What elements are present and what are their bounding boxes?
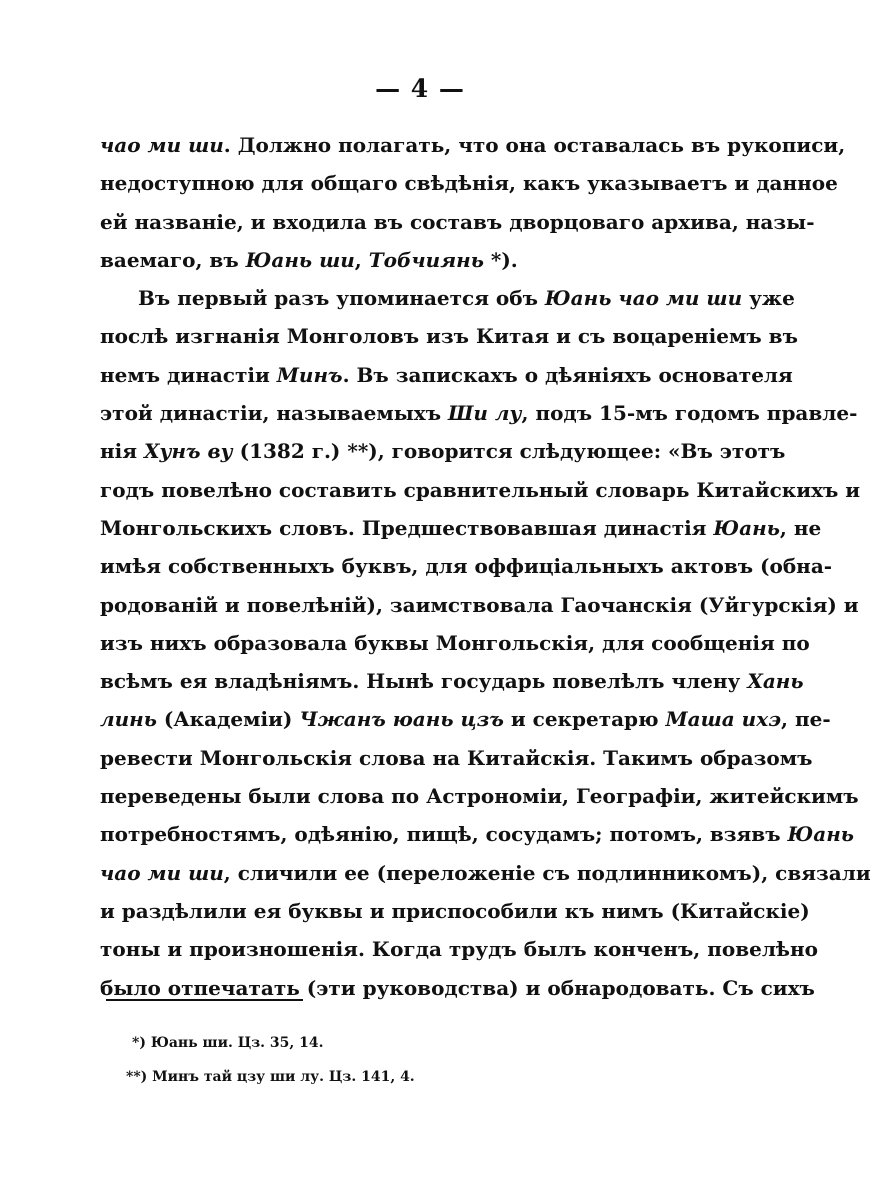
text-line [100,432,786,470]
text-line [100,739,813,777]
text-line [100,969,815,1007]
text-run: Въ первый разъ упоминается объ [138,286,545,311]
text-line [100,203,815,241]
text-line [100,930,818,968]
text-line [100,317,798,355]
text-run-italic: Маша ихэ [665,707,782,732]
text-run-italic: Хунъ ву [143,439,233,464]
text-line [100,815,854,853]
text-run-italic: чао ми ши [100,133,224,157]
text-line [100,394,858,432]
text-run: годъ повелѣно составить сравнительный словарь Китайскихъ и [100,477,861,502]
text-run: послѣ изгнанія Монголовъ изъ Китая и съ воцареніемъ въ [100,324,798,349]
text-line [100,854,871,892]
text-run-italic: Юань [787,822,854,847]
text-line [100,547,833,585]
text-run-italic: Чжанъ юань цзъ [299,707,504,732]
text-line [100,586,859,624]
text-run: уже [742,286,795,311]
text-run: недоступною для общаго свѣдѣнія, какъ указываетъ и данное [100,171,838,196]
text-run: Монгольскихъ словъ. Предшествовавшая династія [100,515,714,540]
text-run: и секретарю [503,707,666,732]
text-run-italic: Ши лу [448,401,522,426]
text-run: (Академіи) [156,707,300,732]
text-run: имѣя собственныхъ буквъ, для оффиціальныхъ актовъ (обна- [100,554,833,579]
text-run-italic: линь [100,707,157,732]
text-run: потребностямъ, одѣянію, пищѣ, сосудамъ; потомъ, взявъ [100,822,788,847]
text-run: всѣмъ ея владѣніямъ. Нынѣ государь повелѣлъ члену [100,669,748,694]
text-run-italic: Юань ши [245,247,355,272]
text-run-italic: чао ми ши [100,860,224,885]
main-text [100,126,871,1007]
text-line [100,662,804,700]
text-run: *). [483,247,518,272]
text-run: ваемаго, въ [100,247,246,272]
text-run: и раздѣлили ея буквы и приспособили къ нимъ (Китайскіе) [100,898,810,923]
text-run-italic: Юань чао ми ши [544,286,743,311]
text-run-italic: Хань [747,669,804,694]
text-run: . Въ запискахъ о дѣяніяхъ основателя [342,362,793,387]
text-line [100,279,795,317]
text-run: немъ династіи [100,362,277,387]
text-run: родованій и повелѣній), заимствовала Гаочанскія (Уйгурскія) и [100,592,859,617]
text-run: тоны и произношенія. Когда трудъ былъ конченъ, повелѣно [100,937,818,962]
text-line [100,241,703,279]
text-run: , сличили ее (переложеніе съ подлинникомъ), связали [223,860,871,885]
page-number-header: — 4 — [375,74,465,103]
text-run: было отпечатать (эти руководства) и обнародовать. Съ сихъ [100,975,815,1000]
text-line [100,777,859,815]
text-line [100,126,846,164]
text-run: нія [100,439,144,464]
text-run: (1382 г.) **), говорится слѣдующее: «Въ этотъ [232,439,786,464]
text-run: , [354,247,369,272]
text-run: , не [779,515,822,540]
text-run-italic: Тобчиянь [368,247,484,272]
text-line [100,356,793,394]
text-line [100,700,831,738]
text-run: , подъ 15-мъ годомъ правле- [521,401,858,426]
footnote-divider [106,999,303,1001]
text-line [100,892,810,930]
text-line [100,509,822,547]
text-run: изъ нихъ образовала буквы Монгольскія, для сообщенія по [100,630,810,655]
text-run-italic: Юань [713,515,780,540]
footnotes [106,1026,415,1094]
text-run: . Должно полагать, что она оставалась въ рукописи, [223,133,846,157]
text-run: переведены были слова по Астрономіи, Географіи, житейскимъ [100,784,859,809]
text-run-italic: Минъ [276,362,343,387]
footnote-2: **) Минъ тай цзу ши лу. Цз. 141, 4. [126,1069,415,1085]
text-run: , пе- [781,707,831,732]
text-line [100,624,810,662]
text-line [100,164,838,202]
footnote-1: *) Юань ши. Цз. 35, 14. [132,1035,324,1051]
text-run: ревести Монгольскія слова на Китайскія. Такимъ образомъ [100,745,813,770]
text-line [100,471,861,509]
text-run: ей названіе, и входила въ составъ дворцоваго архива, назы- [100,209,815,234]
text-run: этой династіи, называемыхъ [100,401,449,426]
